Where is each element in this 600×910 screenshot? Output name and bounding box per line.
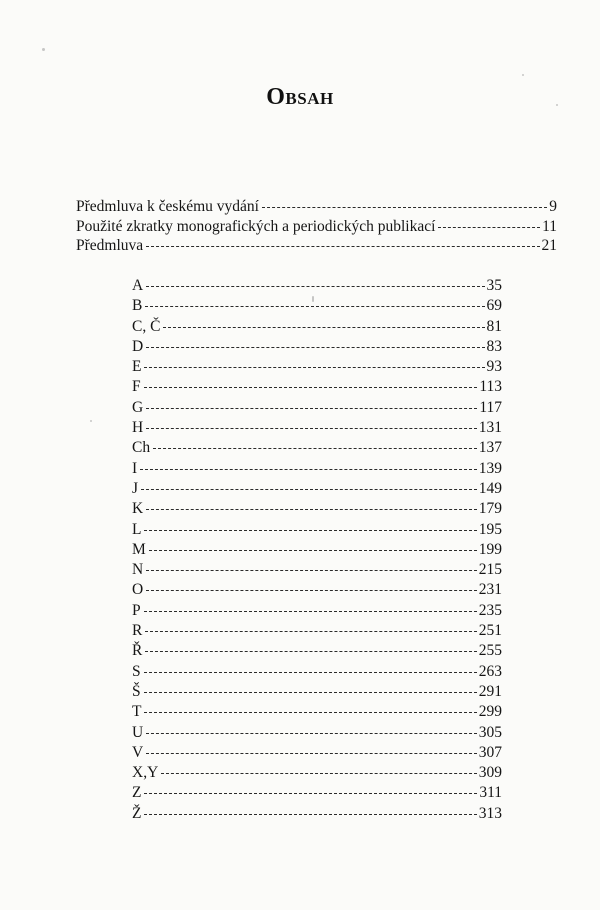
toc-row (132, 662, 502, 682)
toc-entry-label: U (132, 723, 144, 741)
toc-page-number: 299 (478, 703, 502, 721)
toc-entry-label: T (132, 703, 142, 721)
toc-entry-label: Š (132, 682, 141, 700)
dot-leader (140, 469, 477, 470)
toc-page-number: 11 (542, 217, 557, 235)
toc-row (132, 479, 502, 499)
toc-row (132, 276, 502, 296)
toc-entry-label: F (132, 378, 141, 396)
dot-leader (146, 590, 477, 591)
toc-entry-label: Ř (132, 642, 143, 660)
scan-speck (556, 104, 558, 106)
toc-row (132, 621, 502, 641)
dot-leader (144, 692, 477, 693)
toc-row (132, 499, 502, 519)
toc-entry-label: Z (132, 784, 142, 802)
toc-entry-label: D (132, 337, 144, 355)
dot-leader (153, 448, 477, 449)
toc-entry-label: Předmluva k českému vydání (76, 198, 259, 215)
toc-entry-label: Ž (132, 804, 142, 822)
toc-page-number: 179 (478, 500, 502, 518)
dot-leader (146, 408, 477, 409)
dot-leader (146, 286, 484, 287)
toc-row (132, 377, 502, 397)
dot-leader (163, 327, 484, 328)
toc-row (132, 641, 502, 661)
dot-leader (146, 428, 477, 429)
toc-entry-label: I (132, 459, 138, 477)
toc-row (132, 296, 502, 316)
toc-entry-label: Použité zkratky monografických a periodických publikací (76, 217, 436, 235)
dot-leader (145, 306, 484, 307)
dot-leader (145, 631, 476, 632)
toc-page-number: 139 (478, 459, 502, 477)
toc-row (76, 197, 557, 217)
toc-page-number: 35 (486, 277, 502, 294)
toc-entry-label: E (132, 358, 142, 376)
toc-page-number: 113 (479, 378, 502, 396)
dot-leader (145, 651, 476, 652)
toc-row (76, 217, 557, 237)
scan-speck (42, 48, 45, 51)
toc-page-number: 255 (478, 642, 502, 660)
toc-page-number: 117 (479, 398, 502, 416)
toc-row (132, 743, 502, 763)
toc-entry-label: M (132, 540, 146, 558)
dot-leader (144, 814, 476, 815)
toc-row (132, 560, 502, 580)
toc-row (132, 418, 502, 438)
toc-row (132, 357, 502, 377)
toc-row (132, 723, 502, 743)
toc-row (132, 337, 502, 357)
toc-entry-label: Předmluva (76, 237, 144, 255)
toc-entry-label: N (132, 561, 144, 579)
toc-entry-label: G (132, 398, 144, 416)
toc-page-number: 251 (478, 622, 502, 640)
toc-page-number: 199 (478, 540, 502, 558)
toc-entry-label: P (132, 601, 141, 619)
toc-entry-label: O (132, 581, 144, 599)
dot-leader (144, 530, 476, 531)
toc-page-number: 137 (478, 439, 502, 457)
dot-leader (141, 489, 477, 490)
dot-leader (146, 570, 477, 571)
toc-page-number: 149 (478, 479, 502, 497)
dot-leader (144, 672, 477, 673)
dot-leader (144, 367, 484, 368)
toc-page-number: 313 (478, 804, 502, 822)
toc-page-number: 81 (486, 317, 502, 335)
page-title: Obsah (266, 84, 334, 110)
dot-leader (144, 793, 477, 794)
scan-speck (522, 74, 524, 76)
dot-leader (144, 387, 478, 388)
scan-speck (90, 420, 92, 422)
toc-entry-label: J (132, 479, 139, 497)
toc-entry-label: V (132, 743, 144, 761)
toc-row (132, 601, 502, 621)
toc-page-number: 231 (478, 581, 502, 599)
dot-leader (161, 773, 476, 774)
dot-leader (438, 227, 540, 228)
toc-letter-sections (132, 276, 502, 824)
toc-page-number: 93 (486, 358, 502, 376)
toc-row (132, 702, 502, 722)
toc-entry-label: A (132, 277, 144, 294)
toc-row (132, 520, 502, 540)
toc-row (132, 783, 502, 803)
toc-entry-label: Ch (132, 439, 151, 457)
toc-row (132, 540, 502, 560)
toc-page-number: 291 (478, 682, 502, 700)
dot-leader (146, 733, 477, 734)
toc-front-matter (76, 197, 557, 256)
dot-leader (144, 611, 477, 612)
toc-entry-label: R (132, 622, 143, 640)
toc-page-number: 309 (478, 764, 502, 782)
toc-row (132, 459, 502, 479)
scan-speck (312, 296, 314, 302)
toc-entry-label: L (132, 520, 142, 538)
toc-page-number: 21 (541, 237, 557, 255)
toc-page-number: 83 (486, 337, 502, 355)
toc-page-number: 69 (486, 297, 502, 315)
dot-leader (146, 347, 484, 348)
toc-entry-label: B (132, 297, 143, 315)
toc-page-number: 305 (478, 723, 502, 741)
toc-row (132, 580, 502, 600)
toc-page-number: 307 (478, 743, 502, 761)
toc-page-number: 235 (478, 601, 502, 619)
toc-entry-label: H (132, 419, 144, 437)
toc-row (132, 682, 502, 702)
toc-row (132, 398, 502, 418)
toc-page-number: 131 (478, 419, 502, 437)
toc-page-number: 9 (549, 198, 557, 215)
toc-row (132, 438, 502, 458)
toc-row (76, 236, 557, 256)
dot-leader (146, 246, 539, 247)
toc-page-number: 195 (478, 520, 502, 538)
dot-leader (146, 509, 477, 510)
toc-entry-label: C, Č (132, 317, 161, 335)
dot-leader (146, 753, 477, 754)
toc-entry-label: X,Y (132, 764, 159, 782)
toc-entry-label: K (132, 500, 144, 518)
toc-row (132, 804, 502, 824)
toc-entry-label: S (132, 662, 141, 680)
toc-row (132, 317, 502, 337)
dot-leader (149, 550, 477, 551)
toc-page-number: 215 (478, 561, 502, 579)
dot-leader (262, 207, 547, 208)
toc-page-number: 263 (478, 662, 502, 680)
toc-row (132, 763, 502, 783)
dot-leader (144, 712, 476, 713)
toc-page-number: 311 (479, 784, 502, 802)
